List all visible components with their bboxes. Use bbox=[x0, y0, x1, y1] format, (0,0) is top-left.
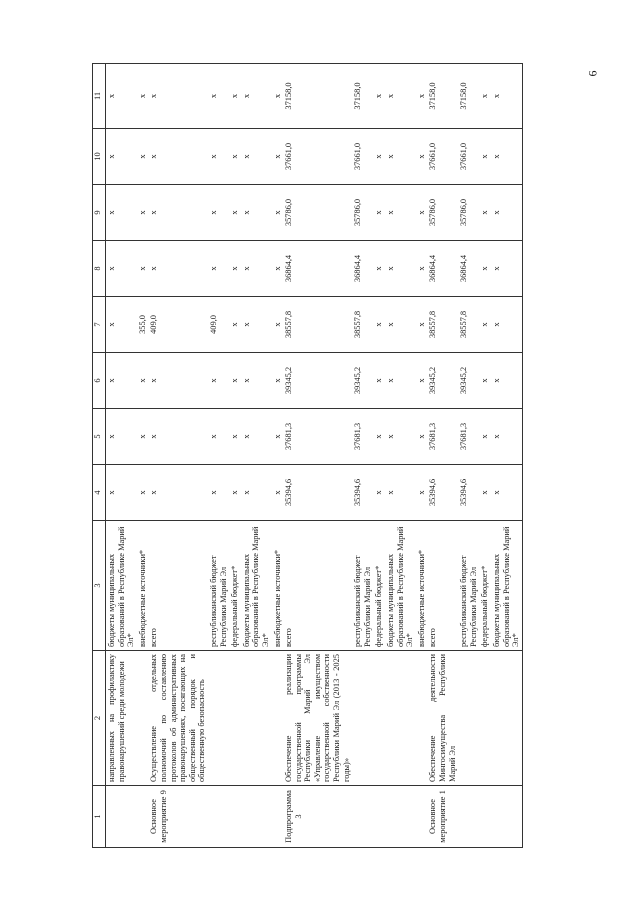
value-cell: 39345,2 bbox=[427, 353, 458, 409]
funding-source-cell: республиканский бюджет Республики Марий Эл bbox=[352, 521, 373, 651]
value-cell: 37661,0 bbox=[352, 129, 373, 185]
value-cell: х bbox=[241, 241, 272, 297]
value-cell: х bbox=[416, 129, 428, 185]
value-cell: 35786,0 bbox=[458, 185, 479, 241]
measure-code-cell bbox=[373, 786, 385, 848]
value-cell: х bbox=[137, 353, 149, 409]
value-cell: х bbox=[385, 297, 416, 353]
value-cell: х bbox=[137, 185, 149, 241]
value-cell: 35394,6 bbox=[458, 465, 479, 521]
value-cell: х bbox=[491, 297, 522, 353]
value-cell: 38557,8 bbox=[427, 297, 458, 353]
value-cell: х bbox=[373, 297, 385, 353]
value-cell: х bbox=[229, 241, 241, 297]
funding-source-cell: всего bbox=[283, 521, 352, 651]
value-cell: 35786,0 bbox=[283, 185, 352, 241]
value-cell: 37158,0 bbox=[352, 64, 373, 129]
measure-code-cell bbox=[479, 786, 491, 848]
measure-code-cell bbox=[241, 786, 272, 848]
measure-name-cell bbox=[491, 651, 522, 786]
measure-name-cell bbox=[229, 651, 241, 786]
column-header: 6 bbox=[93, 353, 106, 409]
value-cell: х bbox=[148, 409, 208, 465]
value-cell: х bbox=[208, 241, 229, 297]
column-header: 1 bbox=[93, 786, 106, 848]
measure-name-cell bbox=[241, 651, 272, 786]
budget-table bbox=[92, 63, 523, 848]
value-cell: х bbox=[241, 353, 272, 409]
value-cell: х bbox=[385, 185, 416, 241]
value-cell: х bbox=[416, 185, 428, 241]
value-cell: х bbox=[385, 129, 416, 185]
value-cell: х bbox=[272, 353, 284, 409]
column-header: 7 bbox=[93, 297, 106, 353]
table-row bbox=[373, 64, 385, 848]
funding-source-cell: внебюджетные источники* bbox=[416, 521, 428, 651]
value-cell: 37158,0 bbox=[283, 64, 352, 129]
value-cell: х bbox=[148, 353, 208, 409]
measure-code-cell bbox=[137, 786, 149, 848]
value-cell: 39345,2 bbox=[283, 353, 352, 409]
value-cell: х bbox=[491, 241, 522, 297]
measure-name-cell bbox=[137, 651, 149, 786]
value-cell: х bbox=[106, 185, 137, 241]
value-cell: х bbox=[106, 64, 137, 129]
column-header: 2 bbox=[93, 651, 106, 786]
funding-source-cell: бюджеты муниципальных образований в Республике Марий Эл* bbox=[106, 521, 137, 651]
measure-code-cell bbox=[352, 786, 373, 848]
value-cell: х bbox=[241, 297, 272, 353]
column-header: 3 bbox=[93, 521, 106, 651]
value-cell: 36864,4 bbox=[352, 241, 373, 297]
table-row bbox=[385, 64, 416, 848]
table-row bbox=[491, 64, 522, 848]
value-cell: х bbox=[208, 409, 229, 465]
value-cell: х bbox=[272, 241, 284, 297]
value-cell: х bbox=[137, 465, 149, 521]
measure-name-cell: Осуществление отдельных полномочий по составлению протоколов об административных правонарушениях, посягающих на общественный порядок и общественную безопасность bbox=[148, 651, 208, 786]
measure-name-cell bbox=[479, 651, 491, 786]
column-header: 4 bbox=[93, 465, 106, 521]
value-cell: х bbox=[385, 64, 416, 129]
value-cell: 38557,8 bbox=[458, 297, 479, 353]
measure-name-cell bbox=[373, 651, 385, 786]
value-cell: х bbox=[416, 465, 428, 521]
value-cell: 37681,3 bbox=[427, 409, 458, 465]
column-header: 11 bbox=[93, 64, 106, 129]
value-cell: 38557,8 bbox=[283, 297, 352, 353]
value-cell: х bbox=[416, 353, 428, 409]
table-row bbox=[208, 64, 229, 848]
value-cell: х bbox=[272, 409, 284, 465]
value-cell: х bbox=[137, 129, 149, 185]
table-row bbox=[283, 64, 352, 848]
value-cell: х bbox=[241, 185, 272, 241]
value-cell: х bbox=[229, 465, 241, 521]
table-row bbox=[229, 64, 241, 848]
measure-code-cell: Основное мероприятие 9 bbox=[148, 786, 208, 848]
value-cell: х bbox=[241, 465, 272, 521]
value-cell: 35394,6 bbox=[427, 465, 458, 521]
value-cell: х bbox=[491, 64, 522, 129]
value-cell: х bbox=[229, 409, 241, 465]
value-cell: х bbox=[137, 241, 149, 297]
funding-source-cell: бюджеты муниципальных образований в Республике Марий Эл* bbox=[241, 521, 272, 651]
measure-code-cell bbox=[491, 786, 522, 848]
value-cell: х bbox=[373, 409, 385, 465]
value-cell: х bbox=[479, 409, 491, 465]
value-cell: х bbox=[272, 297, 284, 353]
value-cell: х bbox=[208, 353, 229, 409]
value-cell: х bbox=[416, 409, 428, 465]
value-cell: х bbox=[137, 64, 149, 129]
value-cell: х bbox=[491, 465, 522, 521]
value-cell: 35786,0 bbox=[352, 185, 373, 241]
value-cell: х bbox=[491, 129, 522, 185]
measure-name-cell bbox=[458, 651, 479, 786]
value-cell: х bbox=[491, 409, 522, 465]
value-cell: х bbox=[272, 129, 284, 185]
value-cell: 36864,4 bbox=[427, 241, 458, 297]
measure-code-cell bbox=[208, 786, 229, 848]
table-row bbox=[427, 64, 458, 848]
value-cell: 36864,4 bbox=[283, 241, 352, 297]
value-cell: 37661,0 bbox=[427, 129, 458, 185]
value-cell: х bbox=[106, 241, 137, 297]
value-cell: х bbox=[241, 129, 272, 185]
value-cell: х bbox=[479, 353, 491, 409]
funding-source-cell: федеральный бюджет* bbox=[229, 521, 241, 651]
value-cell: х bbox=[208, 64, 229, 129]
value-cell: 37158,0 bbox=[427, 64, 458, 129]
value-cell: х bbox=[416, 241, 428, 297]
value-cell: х bbox=[208, 185, 229, 241]
value-cell: х bbox=[479, 297, 491, 353]
value-cell: 35394,6 bbox=[283, 465, 352, 521]
header-row bbox=[93, 64, 106, 848]
value-cell: 39345,2 bbox=[352, 353, 373, 409]
funding-source-cell: внебюджетные источники* bbox=[272, 521, 284, 651]
measure-code-cell bbox=[385, 786, 416, 848]
table-row bbox=[241, 64, 272, 848]
value-cell: х bbox=[241, 64, 272, 129]
value-cell: х bbox=[373, 129, 385, 185]
value-cell: х bbox=[479, 129, 491, 185]
measure-name-cell bbox=[272, 651, 284, 786]
value-cell: 409,0 bbox=[148, 297, 208, 353]
measure-code-cell bbox=[106, 786, 137, 848]
measure-code-cell bbox=[272, 786, 284, 848]
value-cell: х bbox=[106, 465, 137, 521]
value-cell: 37681,3 bbox=[352, 409, 373, 465]
value-cell: х bbox=[373, 241, 385, 297]
measure-code-cell bbox=[229, 786, 241, 848]
value-cell: х bbox=[208, 465, 229, 521]
value-cell: х bbox=[106, 129, 137, 185]
value-cell: х bbox=[229, 353, 241, 409]
funding-source-cell: всего bbox=[427, 521, 458, 651]
table-row bbox=[458, 64, 479, 848]
value-cell: 37681,3 bbox=[283, 409, 352, 465]
document-table-wrapper bbox=[92, 63, 532, 848]
value-cell: х bbox=[373, 465, 385, 521]
value-cell: х bbox=[479, 465, 491, 521]
value-cell: х bbox=[272, 64, 284, 129]
value-cell: 355,0 bbox=[137, 297, 149, 353]
page-number: 6 bbox=[585, 70, 600, 77]
funding-source-cell: республиканский бюджет Республики Марий Эл bbox=[208, 521, 229, 651]
value-cell: х bbox=[148, 465, 208, 521]
funding-source-cell: внебюджетные источники* bbox=[137, 521, 149, 651]
value-cell: х bbox=[106, 409, 137, 465]
funding-source-cell: бюджеты муниципальных образований в Республике Марий Эл* bbox=[385, 521, 416, 651]
value-cell: х bbox=[229, 297, 241, 353]
value-cell: х bbox=[385, 409, 416, 465]
table-row bbox=[272, 64, 284, 848]
value-cell: х bbox=[229, 64, 241, 129]
value-cell: 37661,0 bbox=[458, 129, 479, 185]
column-header: 5 bbox=[93, 409, 106, 465]
value-cell: х bbox=[148, 129, 208, 185]
value-cell: х bbox=[373, 185, 385, 241]
value-cell: х bbox=[479, 241, 491, 297]
value-cell: х bbox=[373, 353, 385, 409]
table-row bbox=[352, 64, 373, 848]
value-cell: 409,0 bbox=[208, 297, 229, 353]
column-header: 9 bbox=[93, 185, 106, 241]
value-cell: х bbox=[106, 297, 137, 353]
measure-code-cell: Основное мероприятие 1 bbox=[427, 786, 458, 848]
value-cell: х bbox=[385, 465, 416, 521]
value-cell: х bbox=[208, 129, 229, 185]
value-cell: 36864,4 bbox=[458, 241, 479, 297]
value-cell: х bbox=[385, 241, 416, 297]
table-row bbox=[106, 64, 137, 848]
value-cell: 35786,0 bbox=[427, 185, 458, 241]
measure-code-cell: Подпрограмма 3 bbox=[283, 786, 352, 848]
value-cell: 38557,8 bbox=[352, 297, 373, 353]
table-row bbox=[148, 64, 208, 848]
value-cell: х bbox=[229, 129, 241, 185]
measure-name-cell bbox=[385, 651, 416, 786]
value-cell: х bbox=[137, 409, 149, 465]
measure-name-cell bbox=[352, 651, 373, 786]
value-cell: 37681,3 bbox=[458, 409, 479, 465]
value-cell: х bbox=[479, 64, 491, 129]
measure-name-cell bbox=[208, 651, 229, 786]
funding-source-cell: федеральный бюджет* bbox=[479, 521, 491, 651]
value-cell: х bbox=[479, 185, 491, 241]
value-cell: х bbox=[491, 185, 522, 241]
value-cell: 35394,6 bbox=[352, 465, 373, 521]
measure-name-cell: направленных на профилактику правонарушений среди молодежи bbox=[106, 651, 137, 786]
measure-name-cell: Обеспечение деятельности Мингосимущества Республики Марий Эл bbox=[427, 651, 458, 786]
table-row bbox=[479, 64, 491, 848]
measure-code-cell bbox=[458, 786, 479, 848]
value-cell: х bbox=[272, 465, 284, 521]
value-cell: х bbox=[148, 185, 208, 241]
column-header: 10 bbox=[93, 129, 106, 185]
value-cell: 37158,0 bbox=[458, 64, 479, 129]
measure-name-cell: Обеспечение реализации государственной программы Республики Марий Эл «Управление имуществом государственной собственности Республики Марий Эл (2013 - 2025 годы)» bbox=[283, 651, 352, 786]
value-cell: х bbox=[416, 297, 428, 353]
value-cell: х bbox=[229, 185, 241, 241]
value-cell: х bbox=[373, 64, 385, 129]
value-cell: х bbox=[148, 64, 208, 129]
value-cell: 39345,2 bbox=[458, 353, 479, 409]
value-cell: 37661,0 bbox=[283, 129, 352, 185]
funding-source-cell: федеральный бюджет* bbox=[373, 521, 385, 651]
value-cell: х bbox=[491, 353, 522, 409]
measure-code-cell bbox=[416, 786, 428, 848]
value-cell: х bbox=[272, 185, 284, 241]
value-cell: х bbox=[148, 241, 208, 297]
table-row bbox=[137, 64, 149, 848]
funding-source-cell: бюджеты муниципальных образований в Республике Марий Эл* bbox=[491, 521, 522, 651]
measure-name-cell bbox=[416, 651, 428, 786]
column-header: 8 bbox=[93, 241, 106, 297]
value-cell: х bbox=[241, 409, 272, 465]
table-row bbox=[416, 64, 428, 848]
value-cell: х bbox=[416, 64, 428, 129]
funding-source-cell: республиканский бюджет Республики Марий Эл bbox=[458, 521, 479, 651]
funding-source-cell: всего bbox=[148, 521, 208, 651]
value-cell: х bbox=[106, 353, 137, 409]
value-cell: х bbox=[385, 353, 416, 409]
